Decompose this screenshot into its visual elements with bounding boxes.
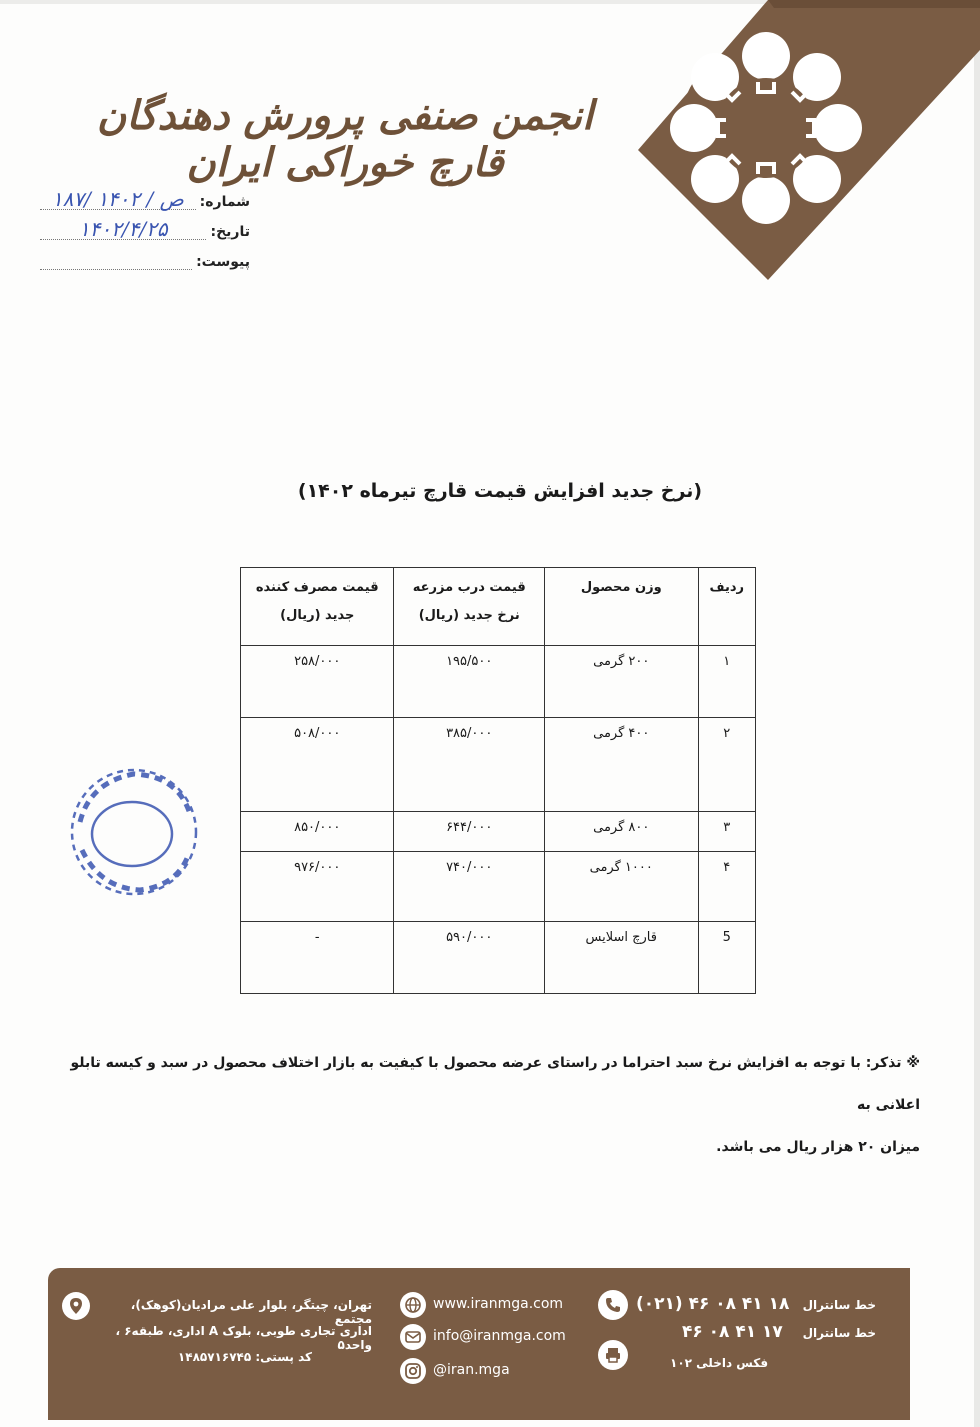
row-weight: قارچ اسلایس — [544, 922, 698, 994]
location-pin-icon — [62, 1292, 90, 1320]
seal-icon — [60, 762, 208, 902]
row-consumer-price: ۸۵۰/۰۰۰ — [241, 812, 394, 852]
email-link[interactable]: info@iranmga.com — [433, 1328, 566, 1344]
row-number: ۴ — [698, 852, 756, 922]
header-farm-price — [394, 568, 545, 646]
phone-1[interactable]: (۰۲۱) ۴۶ ۰۸ ۴۱ ۱۸ — [636, 1294, 790, 1314]
row-consumer-price: ۵۰۸/۰۰۰ — [241, 718, 394, 812]
org-logo — [618, 0, 980, 280]
phone-icon — [598, 1290, 628, 1320]
table-row — [241, 646, 756, 718]
row-consumer-price: ۹۷۶/۰۰۰ — [241, 852, 394, 922]
letterhead-footer — [48, 1268, 910, 1420]
table-row — [241, 812, 756, 852]
row-weight: ۴۰۰ گرمی — [544, 718, 698, 812]
row-farm-price: ۷۴۰/۰۰۰ — [394, 852, 545, 922]
email-icon — [400, 1324, 426, 1350]
fax-icon — [598, 1340, 628, 1370]
row-weight: ۱۰۰۰ گرمی — [544, 852, 698, 922]
date-label: تاریخ: — [210, 224, 250, 240]
logo-emblem-icon — [618, 0, 980, 280]
price-table — [240, 567, 756, 994]
org-name: انجمن صنفی پرورش دهندگان قارچ خوراکی ایران — [96, 92, 594, 186]
header-farm-line1: قیمت درب مزرعه — [412, 580, 526, 595]
row-number: ۳ — [698, 812, 756, 852]
document-title: (نرخ جدید افزایش قیمت قارچ تیرماه ۱۴۰۲) — [297, 480, 703, 502]
row-farm-price: ۱۹۵/۵۰۰ — [394, 646, 545, 718]
attachment-label: پیوست: — [196, 254, 250, 270]
fax-label: فکس داخلی ۱۰۲ — [670, 1356, 769, 1370]
row-number: 5 — [698, 922, 756, 994]
header-consumer-line1: قیمت مصرف کننده — [255, 580, 379, 595]
letter-meta — [40, 180, 250, 270]
number-row — [40, 180, 250, 210]
header-farm-line2: نرخ جدید (ریال) — [418, 608, 520, 623]
date-row — [40, 210, 250, 240]
row-farm-price: ۳۸۵/۰۰۰ — [394, 718, 545, 812]
number-value: ۱۸۷/ ص / ۱۴۰۲ — [40, 187, 196, 210]
address-line-1: تهران، چیتگر، بلوار علی مرادیان(کوهک)، مجتمع — [130, 1298, 372, 1326]
date-value: ۱۴۰۲/۴/۲۵ — [40, 217, 206, 240]
note-line-1: ※ تذکر: با توجه به افزایش نرخ سبد احتراما در راستای عرضه محصول با کیفیت به بازار اختلاف محصول در سبد و کیسه تابلو اعلانی به — [70, 1055, 920, 1113]
row-number: ۲ — [698, 718, 756, 812]
note-paragraph — [70, 1042, 920, 1168]
phone-label-2: خط سانترال — [802, 1326, 876, 1340]
org-seal-stamp — [60, 762, 208, 902]
row-weight: ۲۰۰ گرمی — [544, 646, 698, 718]
table-row — [241, 922, 756, 994]
header-weight: وزن محصول — [544, 568, 698, 646]
phone-label-1: خط سانترال — [802, 1298, 876, 1312]
row-consumer-price: - — [241, 922, 394, 994]
row-farm-price: ۵۹۰/۰۰۰ — [394, 922, 545, 994]
instagram-handle[interactable]: @iran.mga — [433, 1362, 510, 1378]
row-number: ۱ — [698, 646, 756, 718]
note-line-2: میزان ۲۰ هزار ریال می باشد. — [716, 1139, 920, 1155]
attachment-value — [40, 247, 192, 270]
header-consumer-price — [241, 568, 394, 646]
table-row — [241, 852, 756, 922]
instagram-icon — [400, 1358, 426, 1384]
number-label: شماره: — [199, 194, 250, 210]
row-consumer-price: ۲۵۸/۰۰۰ — [241, 646, 394, 718]
table-header-row — [241, 568, 756, 646]
header-row-number: ردیف — [698, 568, 756, 646]
globe-icon — [400, 1292, 426, 1318]
header-consumer-line2: جدید (ریال) — [280, 608, 355, 623]
postal-code: کد پستی: ۱۴۸۵۷۱۶۷۴۵ — [177, 1350, 312, 1364]
address-line-2: اداری تجاری طوبی، بلوک A اداری، طبقه۶ ، واحد۵ — [115, 1324, 372, 1352]
phone-2[interactable]: ۴۶ ۰۸ ۴۱ ۱۷ — [682, 1322, 783, 1342]
row-farm-price: ۶۴۴/۰۰۰ — [394, 812, 545, 852]
row-weight: ۸۰۰ گرمی — [544, 812, 698, 852]
website-link[interactable]: www.iranmga.com — [433, 1296, 564, 1312]
attachment-row — [40, 240, 250, 270]
table-row — [241, 718, 756, 812]
